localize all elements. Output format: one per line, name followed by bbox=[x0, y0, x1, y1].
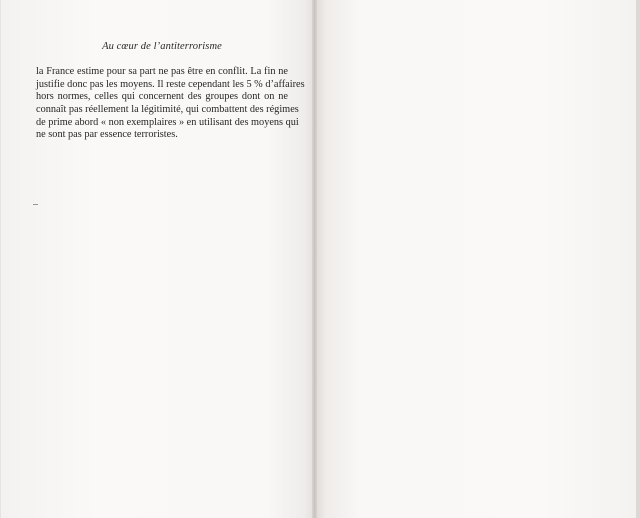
paper-speck bbox=[33, 204, 38, 205]
text-line: de prime abord « non exemplaires » en utilisant des moyens qui bbox=[36, 116, 299, 128]
right-page bbox=[316, 0, 638, 518]
book-gutter bbox=[312, 0, 317, 518]
text-line: la France estime pour sa part ne pas être en conflit. La fin ne bbox=[36, 66, 288, 77]
text-line: connaît pas réellement la légitimité, qui combattent des régimes bbox=[36, 104, 299, 116]
body-paragraph bbox=[36, 66, 305, 142]
page-edge-shadow bbox=[636, 0, 640, 518]
text-line-last: ne sont pas par essence terroristes. bbox=[36, 129, 178, 141]
text-line: hors normes, celles qui concernent des groupes dont on ne bbox=[36, 91, 288, 103]
text-line: justifie donc pas les moyens. Il reste cependant les 5 % d’affaires bbox=[36, 78, 305, 90]
running-head: Au cœur de l’antiterrorisme bbox=[102, 41, 222, 52]
